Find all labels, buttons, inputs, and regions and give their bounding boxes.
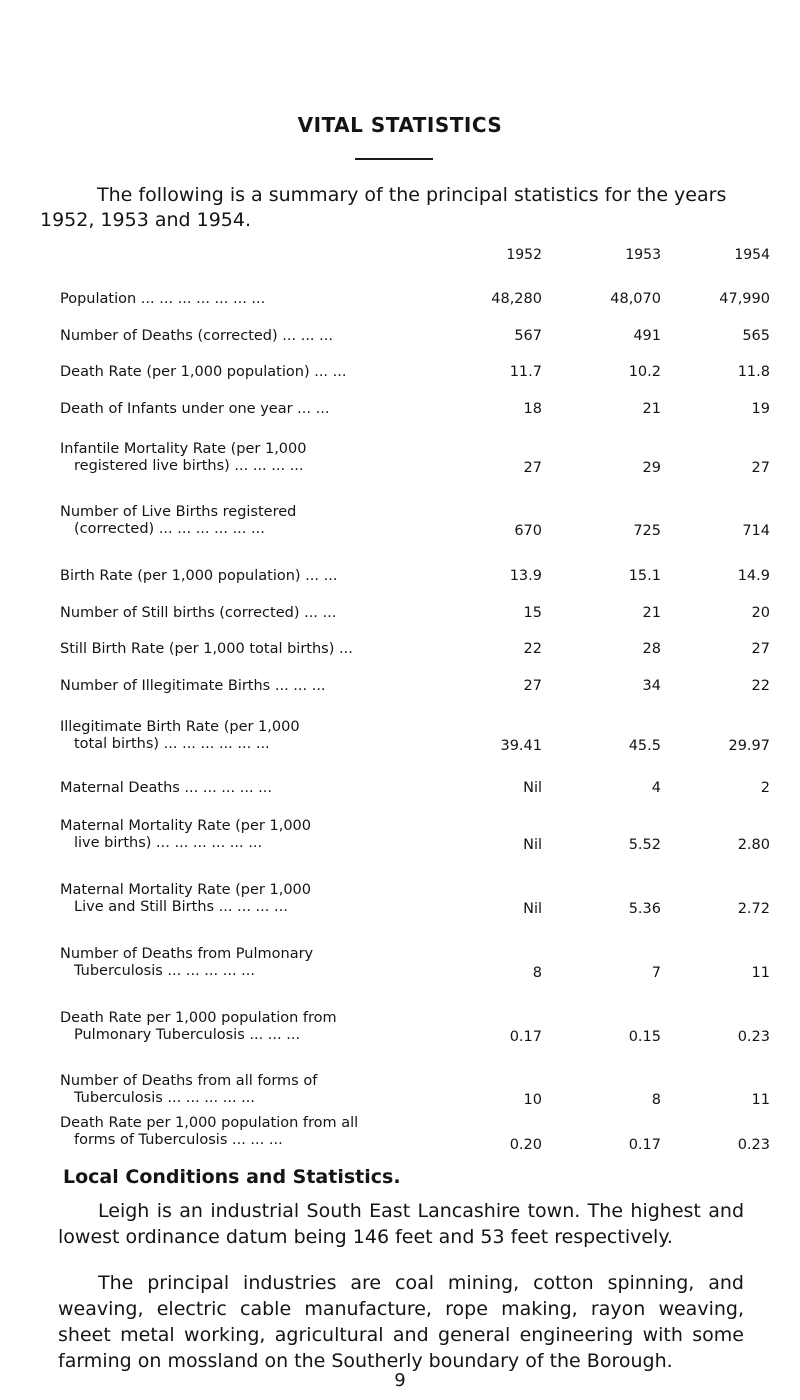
value-1953: 45.5 bbox=[628, 738, 661, 754]
value-1954: 11.8 bbox=[737, 364, 770, 380]
paragraph-text: The principal industries are coal mining, cotton spinning, and weaving, electric cable manufacture, rope making, rayon weaving, sheet metal working, agricultural and general engineering with some farming on mossland on the Southerly boundary of the Borough. bbox=[58, 1272, 744, 1372]
value-1953: 15.1 bbox=[628, 568, 661, 584]
value-1952: 27 bbox=[523, 460, 542, 476]
value-1953: 0.15 bbox=[628, 1029, 661, 1045]
value-1954: 19 bbox=[751, 401, 770, 417]
value-1952: 11.7 bbox=[509, 364, 542, 380]
row-label: Maternal Mortality Rate (per 1,000 Live and Still Births ... ... ... ... bbox=[60, 882, 311, 915]
row-label: Number of Deaths (corrected) ... ... ... bbox=[60, 328, 333, 344]
value-1954: 2 bbox=[760, 780, 770, 796]
row-label: Number of Illegitimate Births ... ... ... bbox=[60, 678, 326, 694]
value-1952: 0.17 bbox=[509, 1029, 542, 1045]
local-paragraph-2 bbox=[58, 1270, 744, 1374]
row-label: Number of Still births (corrected) ... ... bbox=[60, 605, 337, 621]
value-1952: 27 bbox=[523, 678, 542, 694]
section-heading: Local Conditions and Statistics. bbox=[63, 1166, 401, 1188]
value-1953: 34 bbox=[642, 678, 661, 694]
value-1953: 7 bbox=[651, 965, 661, 981]
value-1953: 0.17 bbox=[628, 1137, 661, 1153]
value-1954: 29.97 bbox=[728, 738, 770, 754]
value-1953: 725 bbox=[633, 523, 661, 539]
value-1954: 27 bbox=[751, 460, 770, 476]
value-1953: 4 bbox=[651, 780, 661, 796]
value-1954: 20 bbox=[751, 605, 770, 621]
value-1954: 11 bbox=[751, 1092, 770, 1108]
intro-line-1: The following is a summary of the principal statistics for the years bbox=[97, 184, 727, 206]
value-1953: 10.2 bbox=[628, 364, 661, 380]
value-1954: 11 bbox=[751, 965, 770, 981]
value-1954: 47,990 bbox=[719, 291, 770, 307]
value-1954: 0.23 bbox=[737, 1137, 770, 1153]
year-header-1954: 1954 bbox=[734, 247, 770, 263]
page-title: VITAL STATISTICS bbox=[297, 113, 503, 137]
value-1954: 27 bbox=[751, 641, 770, 657]
intro-line-2: 1952, 1953 and 1954. bbox=[40, 209, 252, 231]
title-divider bbox=[355, 158, 433, 160]
value-1953: 5.52 bbox=[628, 837, 661, 853]
value-1954: 0.23 bbox=[737, 1029, 770, 1045]
value-1952: Nil bbox=[523, 780, 542, 796]
value-1952: 39.41 bbox=[500, 738, 542, 754]
value-1953: 21 bbox=[642, 401, 661, 417]
value-1952: 22 bbox=[523, 641, 542, 657]
row-label: Still Birth Rate (per 1,000 total births) ... bbox=[60, 641, 353, 657]
row-label: Number of Deaths from Pulmonary Tuberculosis ... ... ... ... ... bbox=[60, 946, 314, 979]
row-label: Death of Infants under one year ... ... bbox=[60, 401, 330, 417]
value-1952: 48,280 bbox=[491, 291, 542, 307]
row-label: Death Rate per 1,000 population from all forms of Tuberculosis ... ... ... bbox=[60, 1115, 359, 1148]
row-label: Population ... ... ... ... ... ... ... bbox=[60, 291, 266, 307]
value-1952: 15 bbox=[523, 605, 542, 621]
row-label: Number of Deaths from all forms of Tuberculosis ... ... ... ... ... bbox=[60, 1073, 318, 1106]
local-paragraph-1 bbox=[58, 1198, 744, 1250]
value-1952: 567 bbox=[514, 328, 542, 344]
row-label: Birth Rate (per 1,000 population) ... ... bbox=[60, 568, 338, 584]
value-1954: 2.80 bbox=[737, 837, 770, 853]
value-1953: 28 bbox=[642, 641, 661, 657]
value-1952: 670 bbox=[514, 523, 542, 539]
row-label: Maternal Mortality Rate (per 1,000 live births) ... ... ... ... ... ... bbox=[60, 818, 311, 851]
value-1952: 13.9 bbox=[509, 568, 542, 584]
row-label: Death Rate (per 1,000 population) ... ... bbox=[60, 364, 347, 380]
row-label: Maternal Deaths ... ... ... ... ... bbox=[60, 780, 273, 796]
row-label: Death Rate per 1,000 population from Pulmonary Tuberculosis ... ... ... bbox=[60, 1010, 337, 1043]
value-1952: 8 bbox=[532, 965, 542, 981]
value-1953: 8 bbox=[651, 1092, 661, 1108]
value-1953: 48,070 bbox=[610, 291, 661, 307]
intro-paragraph bbox=[40, 183, 780, 233]
value-1952: Nil bbox=[523, 901, 542, 917]
value-1953: 5.36 bbox=[628, 901, 661, 917]
value-1952: Nil bbox=[523, 837, 542, 853]
value-1954: 2.72 bbox=[737, 901, 770, 917]
value-1952: 10 bbox=[523, 1092, 542, 1108]
row-label: Infantile Mortality Rate (per 1,000 registered live births) ... ... ... ... bbox=[60, 441, 307, 474]
paragraph-text: Leigh is an industrial South East Lancashire town. The highest and lowest ordinance datum being 146 feet and 53 feet respectively. bbox=[58, 1200, 744, 1248]
value-1954: 14.9 bbox=[737, 568, 770, 584]
year-header-1953: 1953 bbox=[625, 247, 661, 263]
value-1954: 565 bbox=[742, 328, 770, 344]
value-1953: 21 bbox=[642, 605, 661, 621]
row-label: Number of Live Births registered (corrected) ... ... ... ... ... ... bbox=[60, 504, 297, 537]
year-header-1952: 1952 bbox=[506, 247, 542, 263]
value-1954: 22 bbox=[751, 678, 770, 694]
value-1953: 29 bbox=[642, 460, 661, 476]
page-number: 9 bbox=[394, 1370, 406, 1391]
value-1953: 491 bbox=[633, 328, 661, 344]
row-label: Illegitimate Birth Rate (per 1,000 total births) ... ... ... ... ... ... bbox=[60, 719, 300, 752]
value-1952: 0.20 bbox=[509, 1137, 542, 1153]
value-1954: 714 bbox=[742, 523, 770, 539]
value-1952: 18 bbox=[523, 401, 542, 417]
